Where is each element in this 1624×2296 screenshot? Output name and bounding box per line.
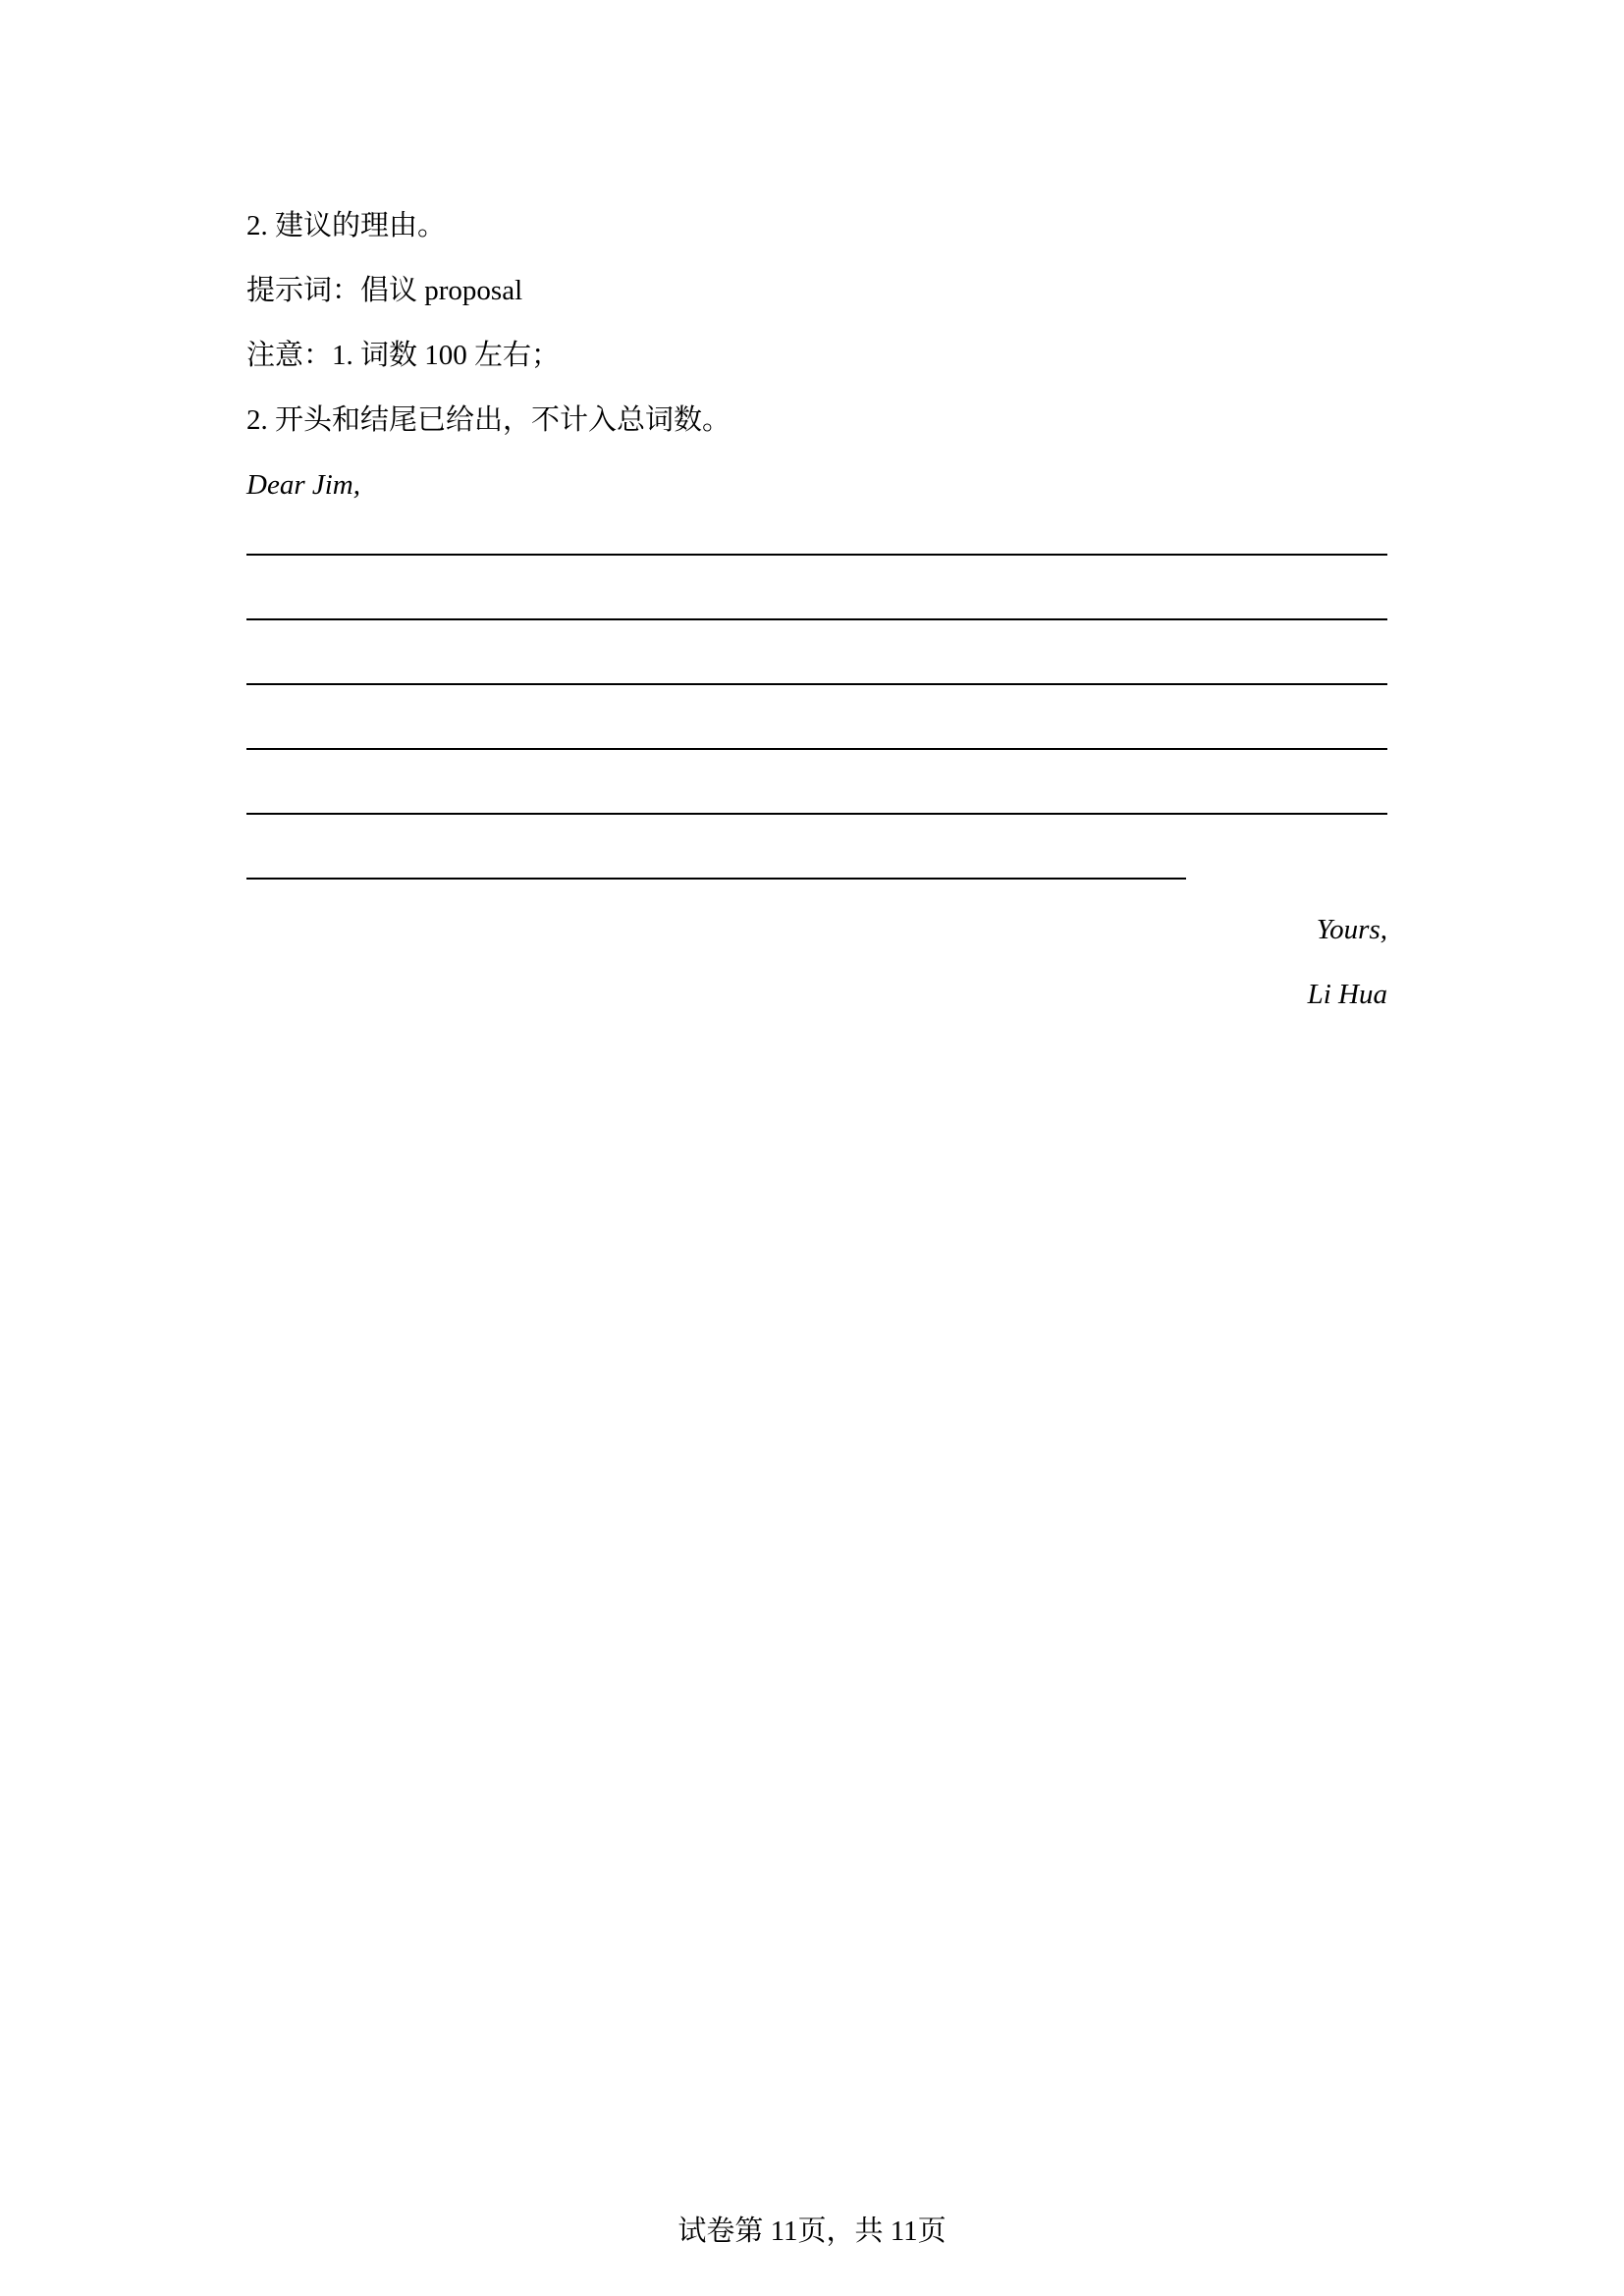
instruction-reason: 2. 建议的理由。 xyxy=(246,210,447,241)
instruction-hint-word: 提示词：倡议 proposal xyxy=(246,275,523,306)
instruction-opening-ending: 2. 开头和结尾已给出，不计入总词数。 xyxy=(246,404,731,436)
answer-line xyxy=(246,878,1186,880)
instruction-word-count: 注意：1. 词数 100 左右； xyxy=(246,340,561,371)
answer-line xyxy=(246,554,1387,556)
letter-salutation: Dear Jim, xyxy=(246,469,360,501)
answer-line xyxy=(246,813,1387,815)
answer-line xyxy=(246,683,1387,685)
answer-area xyxy=(246,530,1387,1010)
answer-line xyxy=(246,748,1387,750)
letter-signature: Li Hua xyxy=(1307,979,1387,1010)
answer-line xyxy=(246,618,1387,620)
page-footer: 试卷第 11页，共 11页 xyxy=(677,2216,947,2247)
writing-task xyxy=(246,206,1387,1010)
letter-closing: Yours, xyxy=(1316,914,1387,945)
